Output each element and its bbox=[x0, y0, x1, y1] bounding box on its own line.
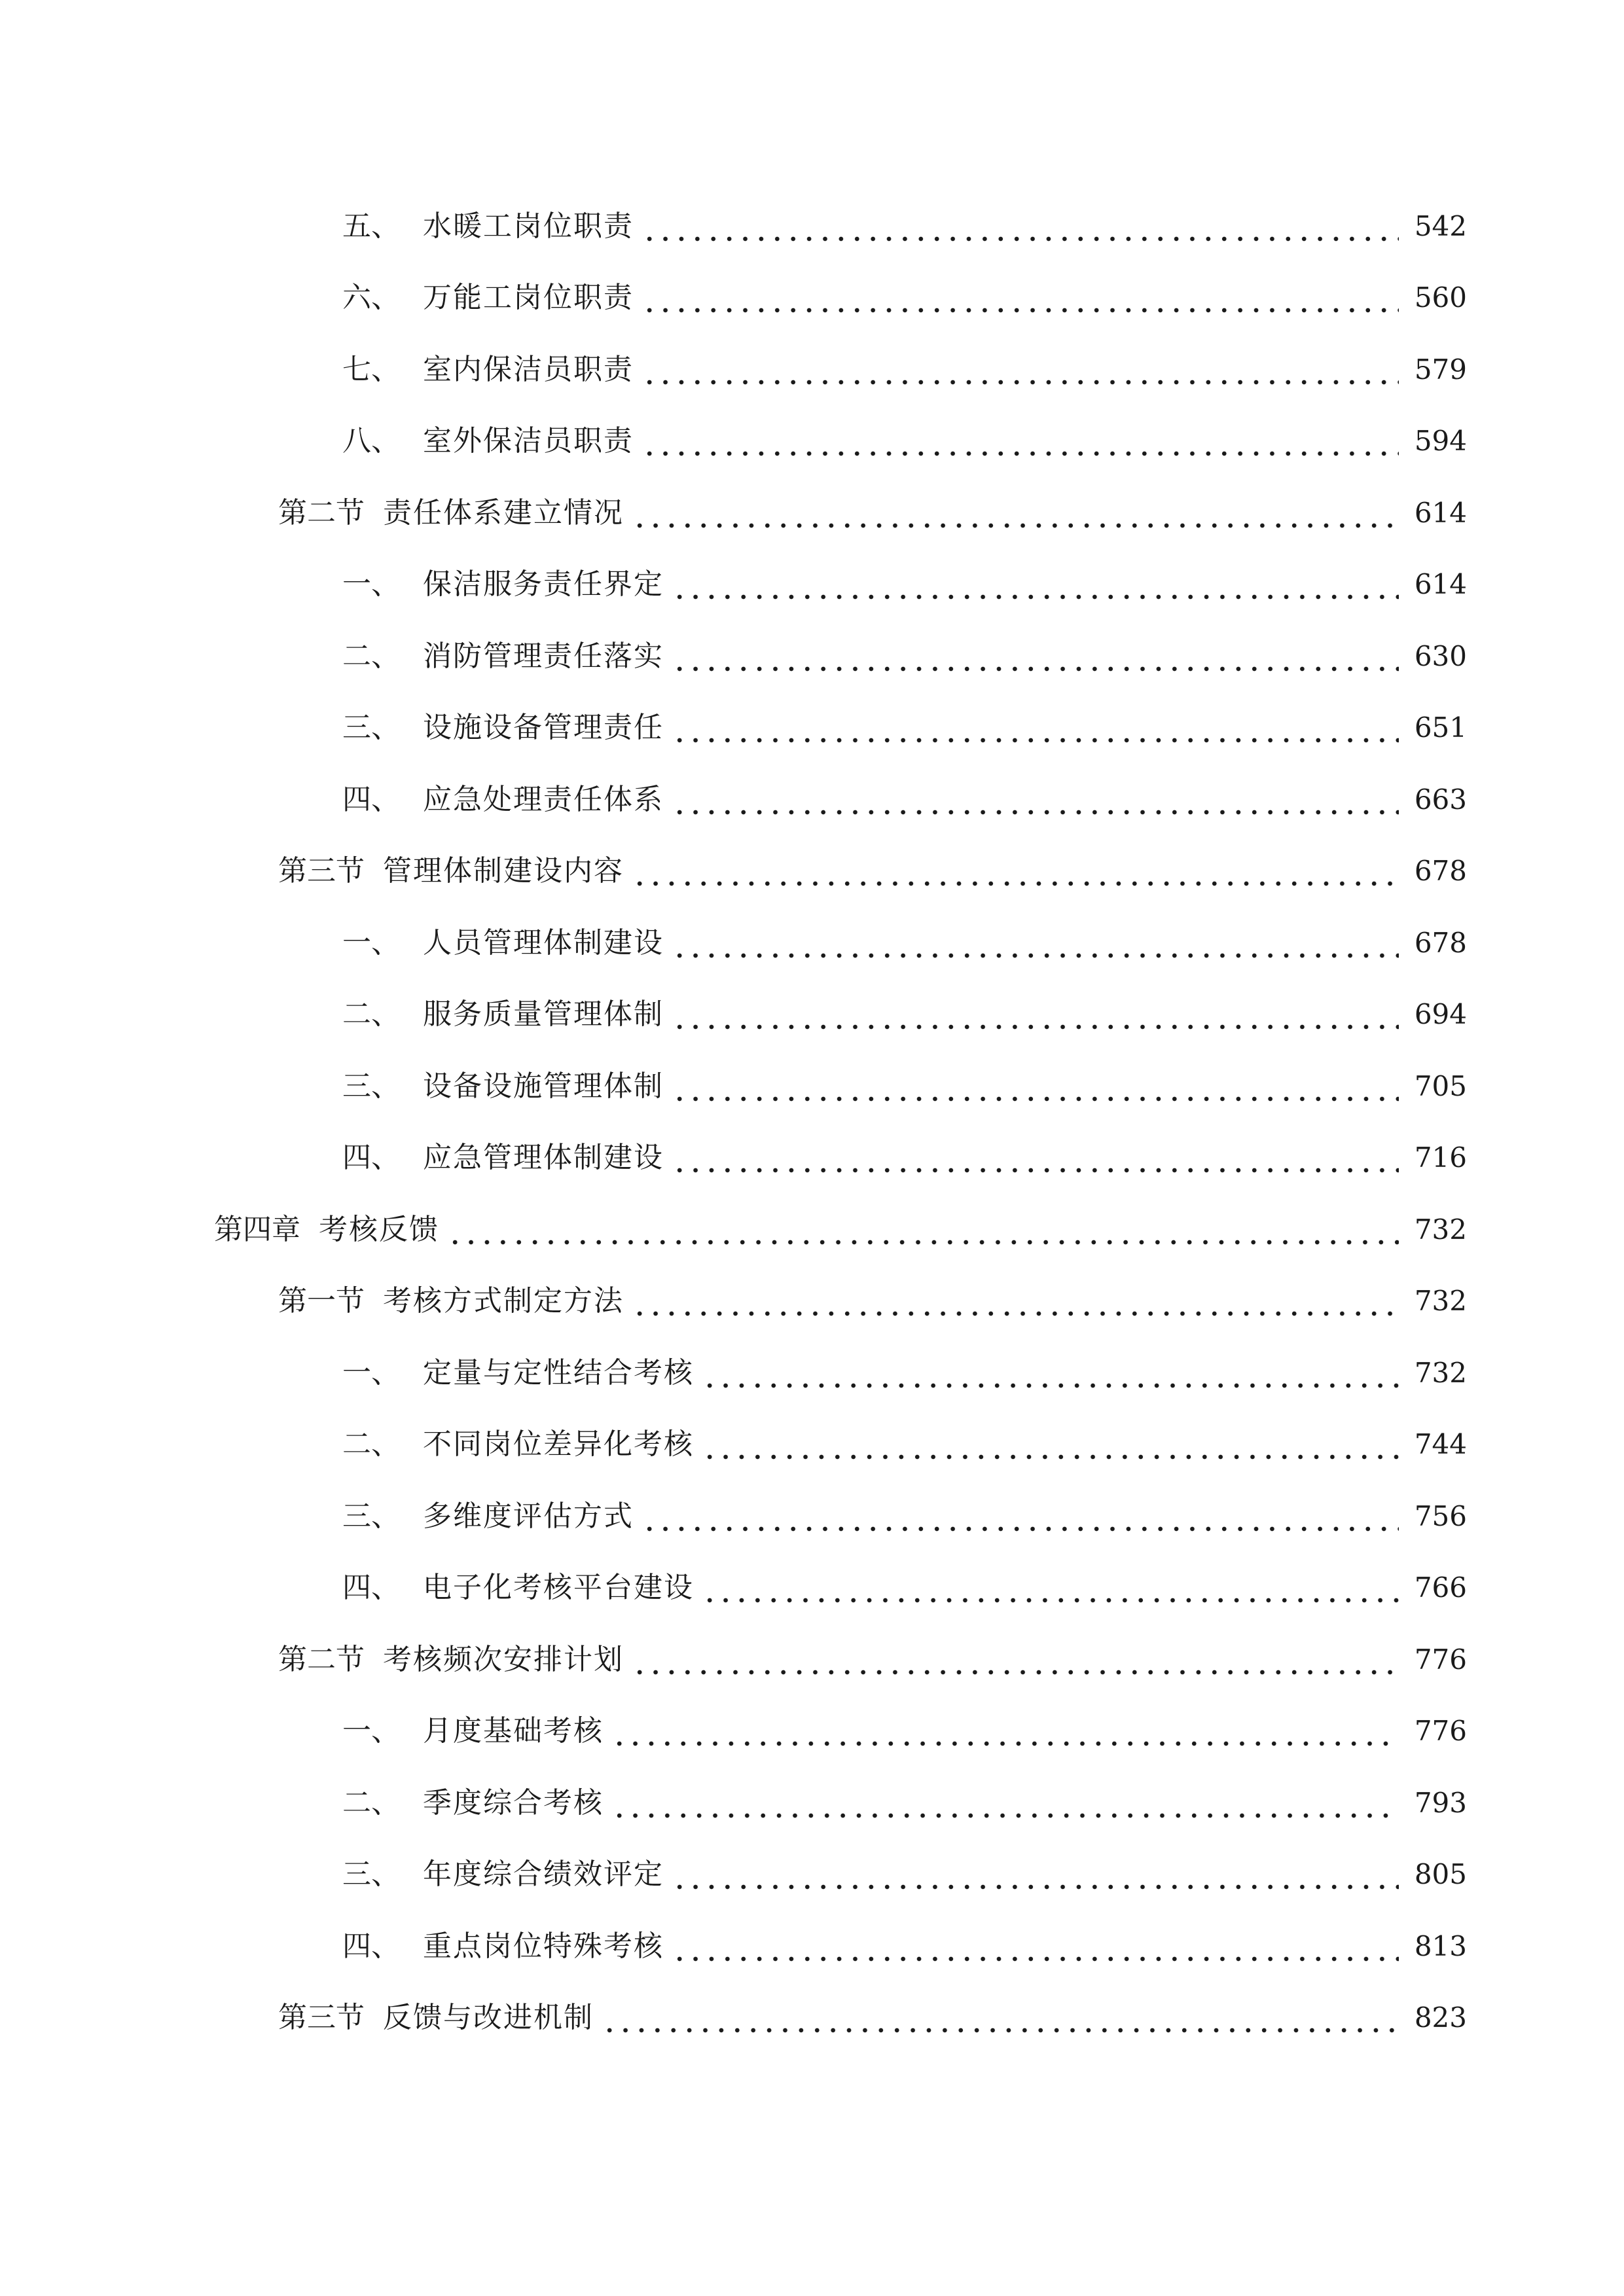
dot-leader bbox=[632, 1282, 1399, 1321]
toc-entry-section[interactable] bbox=[0, 836, 1624, 908]
entry-page-number: 732 bbox=[1414, 1356, 1467, 1389]
entry-title: 保洁服务责任界定 bbox=[423, 567, 664, 601]
entry-number: 一、 bbox=[342, 1714, 400, 1748]
entry-title: 重点岗位特殊考核 bbox=[423, 1929, 664, 1963]
toc-entry-item[interactable] bbox=[0, 262, 1624, 334]
entry-page-number: 630 bbox=[1414, 639, 1467, 672]
entry-page-number: 744 bbox=[1414, 1428, 1467, 1461]
toc-entry-item[interactable] bbox=[0, 692, 1624, 764]
dot-leader bbox=[632, 1640, 1399, 1679]
entry-title: 设备设施管理体制 bbox=[423, 1069, 664, 1103]
toc-entry-item[interactable] bbox=[0, 620, 1624, 692]
entry-number: 八、 bbox=[342, 424, 400, 458]
entry-number: 三、 bbox=[342, 711, 400, 745]
dot-leader bbox=[641, 350, 1399, 389]
toc-entry-section[interactable] bbox=[0, 1266, 1624, 1338]
entry-title: 管理体制建设内容 bbox=[383, 854, 624, 888]
entry-title: 定量与定性结合考核 bbox=[423, 1355, 694, 1390]
toc-entry-item[interactable] bbox=[0, 1337, 1624, 1409]
dot-leader bbox=[672, 1855, 1399, 1894]
entry-page-number: 614 bbox=[1414, 496, 1467, 529]
toc-entry-item[interactable] bbox=[0, 1409, 1624, 1481]
entry-title: 设施设备管理责任 bbox=[423, 711, 664, 745]
toc-entry-chapter[interactable] bbox=[0, 1194, 1624, 1266]
entry-page-number: 793 bbox=[1414, 1786, 1467, 1819]
toc-entry-item[interactable] bbox=[0, 979, 1624, 1051]
dot-leader bbox=[672, 1927, 1399, 1966]
dot-leader bbox=[672, 637, 1399, 676]
entry-number: 一、 bbox=[342, 567, 400, 601]
entry-title: 考核方式制定方法 bbox=[383, 1284, 624, 1318]
dot-leader bbox=[672, 1067, 1399, 1106]
entry-page-number: 678 bbox=[1414, 855, 1467, 888]
dot-leader bbox=[702, 1425, 1399, 1464]
dot-leader bbox=[672, 995, 1399, 1034]
entry-page-number: 776 bbox=[1414, 1643, 1467, 1676]
dot-leader bbox=[641, 278, 1399, 317]
entry-number: 二、 bbox=[342, 1427, 400, 1462]
toc-entry-section[interactable] bbox=[0, 477, 1624, 549]
entry-title: 万能工岗位职责 bbox=[423, 281, 634, 315]
entry-number: 二、 bbox=[342, 1785, 400, 1820]
toc-entry-item[interactable] bbox=[0, 1552, 1624, 1624]
entry-number: 四、 bbox=[342, 1141, 400, 1175]
entry-number: 一、 bbox=[342, 1355, 400, 1390]
entry-number: 七、 bbox=[342, 352, 400, 386]
toc-entry-item[interactable] bbox=[0, 1122, 1624, 1194]
entry-number: 四、 bbox=[342, 1571, 400, 1605]
entry-page-number: 614 bbox=[1414, 568, 1467, 601]
toc-entry-item[interactable] bbox=[0, 190, 1624, 262]
dot-leader bbox=[632, 493, 1399, 533]
dot-leader bbox=[672, 924, 1399, 963]
entry-title: 室外保洁员职责 bbox=[423, 424, 634, 458]
entry-page-number: 594 bbox=[1414, 425, 1467, 457]
dot-leader bbox=[672, 780, 1399, 819]
dot-leader bbox=[641, 207, 1399, 246]
entry-page-number: 694 bbox=[1414, 998, 1467, 1031]
dot-leader bbox=[672, 1138, 1399, 1177]
entry-page-number: 663 bbox=[1414, 783, 1467, 816]
dot-leader bbox=[702, 1568, 1399, 1607]
entry-number: 第一节 bbox=[278, 1284, 365, 1318]
toc-entry-item[interactable] bbox=[0, 1050, 1624, 1122]
entry-number: 三、 bbox=[342, 1069, 400, 1103]
toc-entry-item[interactable] bbox=[0, 907, 1624, 979]
entry-page-number: 705 bbox=[1414, 1069, 1467, 1102]
toc-entry-item[interactable] bbox=[0, 764, 1624, 836]
entry-page-number: 732 bbox=[1414, 1213, 1467, 1246]
toc-entry-item[interactable] bbox=[0, 1696, 1624, 1768]
entry-number: 第二节 bbox=[278, 1642, 365, 1676]
toc-entry-item[interactable] bbox=[0, 1480, 1624, 1552]
entry-number: 三、 bbox=[342, 1499, 400, 1533]
dot-leader bbox=[611, 1712, 1399, 1751]
toc-entry-section[interactable] bbox=[0, 1624, 1624, 1696]
dot-leader bbox=[672, 565, 1399, 604]
entry-number: 六、 bbox=[342, 281, 400, 315]
entry-title: 反馈与改进机制 bbox=[383, 2001, 594, 2035]
dot-leader bbox=[641, 1497, 1399, 1536]
entry-number: 第三节 bbox=[278, 2001, 365, 2035]
entry-page-number: 651 bbox=[1414, 711, 1467, 744]
entry-number: 二、 bbox=[342, 639, 400, 673]
dot-leader bbox=[632, 852, 1399, 891]
toc-entry-item[interactable] bbox=[0, 1767, 1624, 1839]
entry-page-number: 813 bbox=[1414, 1929, 1467, 1962]
entry-page-number: 716 bbox=[1414, 1141, 1467, 1174]
dot-leader bbox=[611, 1784, 1399, 1823]
toc-entry-item[interactable] bbox=[0, 1910, 1624, 1982]
entry-title: 年度综合绩效评定 bbox=[423, 1857, 664, 1892]
dot-leader bbox=[602, 1998, 1399, 2037]
table-of-contents bbox=[0, 190, 1624, 2054]
toc-entry-item[interactable] bbox=[0, 406, 1624, 478]
dot-leader bbox=[447, 1210, 1399, 1249]
entry-number: 二、 bbox=[342, 997, 400, 1031]
entry-title: 室内保洁员职责 bbox=[423, 352, 634, 386]
entry-title: 季度综合考核 bbox=[423, 1785, 604, 1820]
entry-number: 三、 bbox=[342, 1857, 400, 1892]
dot-leader bbox=[672, 708, 1399, 747]
entry-number: 第三节 bbox=[278, 854, 365, 888]
entry-page-number: 560 bbox=[1414, 281, 1467, 314]
entry-title: 责任体系建立情况 bbox=[383, 495, 624, 529]
entry-page-number: 579 bbox=[1414, 353, 1467, 386]
entry-title: 服务质量管理体制 bbox=[423, 997, 664, 1031]
dot-leader bbox=[702, 1354, 1399, 1393]
entry-title: 水暖工岗位职责 bbox=[423, 209, 634, 243]
entry-title: 应急管理体制建设 bbox=[423, 1141, 664, 1175]
toc-entry-item[interactable] bbox=[0, 1839, 1624, 1911]
entry-page-number: 823 bbox=[1414, 2001, 1467, 2034]
entry-title: 考核反馈 bbox=[319, 1212, 439, 1246]
entry-title: 电子化考核平台建设 bbox=[423, 1571, 694, 1605]
entry-title: 人员管理体制建设 bbox=[423, 925, 664, 960]
entry-page-number: 776 bbox=[1414, 1715, 1467, 1748]
toc-entry-item[interactable] bbox=[0, 334, 1624, 406]
toc-entry-section[interactable] bbox=[0, 1982, 1624, 2054]
entry-title: 应急处理责任体系 bbox=[423, 782, 664, 816]
entry-title: 不同岗位差异化考核 bbox=[423, 1427, 694, 1462]
dot-leader bbox=[641, 422, 1399, 461]
entry-page-number: 732 bbox=[1414, 1285, 1467, 1318]
entry-page-number: 805 bbox=[1414, 1858, 1467, 1891]
toc-entry-item[interactable] bbox=[0, 549, 1624, 621]
entry-number: 第四章 bbox=[214, 1212, 300, 1246]
entry-title: 考核频次安排计划 bbox=[383, 1642, 624, 1676]
entry-page-number: 756 bbox=[1414, 1499, 1467, 1532]
entry-number: 五、 bbox=[342, 209, 400, 243]
entry-title: 月度基础考核 bbox=[423, 1714, 604, 1748]
entry-page-number: 766 bbox=[1414, 1571, 1467, 1604]
entry-number: 四、 bbox=[342, 782, 400, 816]
entry-number: 四、 bbox=[342, 1929, 400, 1963]
entry-number: 一、 bbox=[342, 925, 400, 960]
entry-page-number: 542 bbox=[1414, 209, 1467, 242]
entry-title: 多维度评估方式 bbox=[423, 1499, 634, 1533]
entry-title: 消防管理责任落实 bbox=[423, 639, 664, 673]
entry-page-number: 678 bbox=[1414, 926, 1467, 959]
entry-number: 第二节 bbox=[278, 495, 365, 529]
